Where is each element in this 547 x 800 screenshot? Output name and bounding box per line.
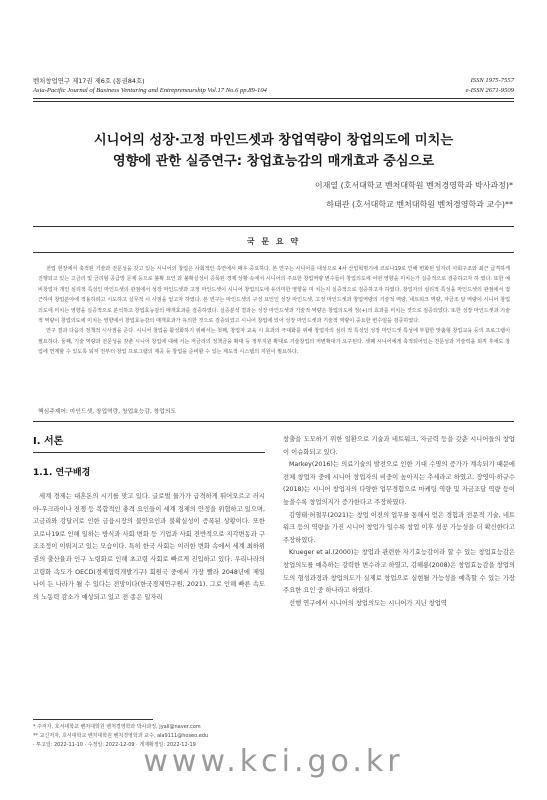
abstract-top-rule bbox=[33, 226, 514, 227]
subsection-heading: 1.1. 연구배경 bbox=[33, 468, 91, 478]
author-2: 하태관 (호서대학교 벤처대학원 벤처경영학과 교수)** bbox=[326, 200, 513, 209]
abstract-bottom-rule bbox=[33, 421, 514, 422]
header-rule-thin bbox=[33, 101, 514, 102]
right-paragraph-4: Krueger et al.(2000)는 창업과 관련한 자기효능감이라 할 수 있는 창업효능감은 창업의도를 예측하는 강력한 변수라고 하였고, 김해룡(2008)은 창업효능감을 창업의도의 형성과정과 창업의도가 실제로 창업으로 실현될 가능성을 예측할 수 있는 가장 주요한 요인 중 하나라고 하였다. bbox=[283, 549, 515, 595]
footnote-rule bbox=[33, 719, 153, 720]
kci-watermark: www.kci.go.kr bbox=[143, 744, 404, 779]
right-paragraph-2: Markey(2016)는 의료기술의 발전으로 인한 기대 수명의 증가가 계속되기 때문에 전체 창업자 중에 시니어 창업자의 비중이 높아지는 추세라고 하였고, 장영미·하규수(2018)는 시니어 창업자의 다양한 업무경험으로 마케팅 역량 및 자금조달 역량 등이 높을수록 창업의지가 증가한다고 주장하였다. bbox=[283, 461, 515, 506]
right-paragraph-3: 김영태·허철무(2021)는 창업 이전의 업무를 통해서 얻은 경험과 전문적 기술, 네트워크 등의 역량을 가진 시니어 창업가 일수록 창업 이후 성공 가능성을 더 확신한다고 주장하였다. bbox=[283, 511, 515, 544]
title-line-1: 시니어의 성장·고정 마인드셋과 창업역량이 창업의도에 미치는 bbox=[93, 133, 454, 148]
abstract-paragraph-2: 연구 결과 다음의 정책적 시사점을 준다. 시니어 창업을 활성화하기 위해서는 첫째, 창업자 교육 시 효과의 극대화를 위해 창업자의 심리 적 특성인 성장 마인드셋 특성에 부합한 맞춤형 창업교육 등의 프로그램이 필요하다. 둘째, 기술 역량과 전문성을 갖춘 시니어 창업에 대해 서는 저금리의 정책금융 확대 등 정부지원 확대로 기술창업의 저변확대가 요구된다. 셋째 시니어에게 축적되어있는 전문성과 기술력을 퇴직 후에도 창업에 연계할 수 있도록 퇴직 전부터 창업 프로그램의 제공 등 창업을 준비할 수 있는 제도적 시스템의 지원이 필요하다. bbox=[38, 328, 510, 356]
section-heading: Ⅰ. 서론 bbox=[33, 436, 64, 447]
right-paragraph-5: 선행 연구에서 시니어의 창업의도는 시니어가 지닌 창업역 bbox=[289, 599, 447, 607]
author-1: 이재열 (호서대학교 벤처대학원 벤처경영학과 박사과정)* bbox=[314, 181, 513, 190]
journal-header bbox=[33, 76, 267, 96]
paper-title bbox=[20, 130, 527, 172]
abstract-head-rule bbox=[33, 252, 514, 253]
abstract-heading: 국 문 요 약 bbox=[246, 237, 301, 246]
keywords: 핵심주제어: 마인드셋, 창업역량, 창업효능감, 창업의도 bbox=[38, 409, 177, 415]
eissn: e-ISSN 2671-9509 bbox=[465, 87, 514, 94]
header-rule bbox=[33, 98, 514, 99]
right-column bbox=[283, 434, 515, 610]
author-list bbox=[315, 176, 513, 214]
issn-block bbox=[465, 76, 514, 96]
section-rule bbox=[33, 452, 265, 453]
left-column bbox=[33, 491, 265, 604]
journal-name-en: Asia-Pacific Journal of Business Venturing and Entrepreneurship Vol.17 No.6 pp.89-104 bbox=[33, 87, 267, 94]
footnote-1: * 주저자, 호서대학교 벤처대학원 벤처경영학과 박사과정, jyall@naver.com bbox=[33, 724, 201, 730]
footnote-2: ** 교신저자, 호서대학교 벤처대학원 벤처경영학과 교수, ala9111@hoseo.edu bbox=[33, 733, 209, 739]
title-line-2: 영향에 관한 실증연구: 창업효능감의 매개효과 중심으로 bbox=[112, 154, 435, 169]
issn: ISSN 1975-7557 bbox=[470, 77, 514, 84]
footnote-dates: · 투고일: 2022-11-10 · 수정일: 2022-12-09 · 게재확정일: 2022-12-19 bbox=[33, 742, 196, 748]
journal-name-kr: 벤처창업연구 제17권 제6호 (통권84호) bbox=[33, 77, 145, 85]
right-paragraph-1: 창출을 도모하기 위한 일환으로 기술과 네트워크, 자금력 등을 갖춘 시니어들의 창업이 이슈화되고 있다. bbox=[283, 436, 515, 456]
abstract-paragraph-1: 전업 현장에서 축적된 기술과 전문성을 갖고 있는 시니어의 창업은 사회적인 측면에서 매우 중요하다. 본 연구는 시니어를 대상으로 4차 산업혁명기에 코로나19로 인해 변화된 일자리 사회구조와 최근 급격하게 진행되고 있는 고금리 및 금리형 공급망 문제 등으로 불확 요인 과 불확실성이 증폭된 경제 상황 속에서 시니어의 주요한 창업역량 변수들이 창업의도에 어떤 영향을 미치는가 실증적으로 검증하고자 하 였다. 또한 예비창업자 개인 심리적 특성인 마인드셋의 관점에서 성장 마인드셋과 고정 마인드셋이 시니어 창업의도에 유의미한 영향을 미 치는지 실증적으로 검증하고자 하였다. 창업자의 심리적 특성을 마인드셋의 관점에서 접근하여 창업분야에 적용하려고 시도하고 실무적 시 사점을 얻고자 하였다. 본 연구는 마인드셋의 구성 요인인 성장 마인드셋, 고정 마인드셋과 창업역량의 기술적 역량, 네트워크 역량, 자금조 달 역량이 시니어 창업의도에 미치는 영향을 실증적으로 분석하고 창업효능감의 매개효과를 검증하였다. 실증분석 결과는 성장 마인드셋과 기술적 역량은 창업의도에 정(+)의 효과를 미치는 것으로 검증되었다. 또한 성장 마인드셋과 기술적 역량이 창업의도에 미치는 영향에서 창업효능감의 매개효과가 유의한 것으로 검증되었고 시니어 창업에 있어 성장 마인드셋과 기술적 역량이 중요한 변수임을 검증하였다. bbox=[38, 266, 510, 325]
left-paragraph: 세계 경제는 대혼돈의 시기를 맞고 있다. 글로벌 물가가 급격하게 뛰어오르고 러시아-우크라이나 전쟁 등 복합적인 충격 요인들이 세계 경제의 안정을 위협하고 있으며, 고금리와 강달러로 인한 금융시장의 불안요인과 불확실성이 증폭된 상황이다. 또한 코로나19로 인해 일하는 방식과 사회 변화 등 기업과 사회 전반적으로 지각변동과 구조조정이 이뤄지고 있는 모습이다. 특히 한국 사회는 이러한 변화 속에서 세계 최하위 권의 출산율과 인구 노령화로 인해 초고령 사회로 빠르게 진입하고 있다. 우리나라의 고령화 속도가 OECD(경제협력개발기구) 회원국 중에서 가장 빨라 2048년에 제일 나이 든 나라가 될 수 있다는 전망이다(한국경제연구원, 2021). 그로 인해 빠른 속도의 노동력 감소가 예상되고 있고 전 종은 일자리 bbox=[33, 493, 265, 601]
abstract-body bbox=[38, 264, 510, 358]
